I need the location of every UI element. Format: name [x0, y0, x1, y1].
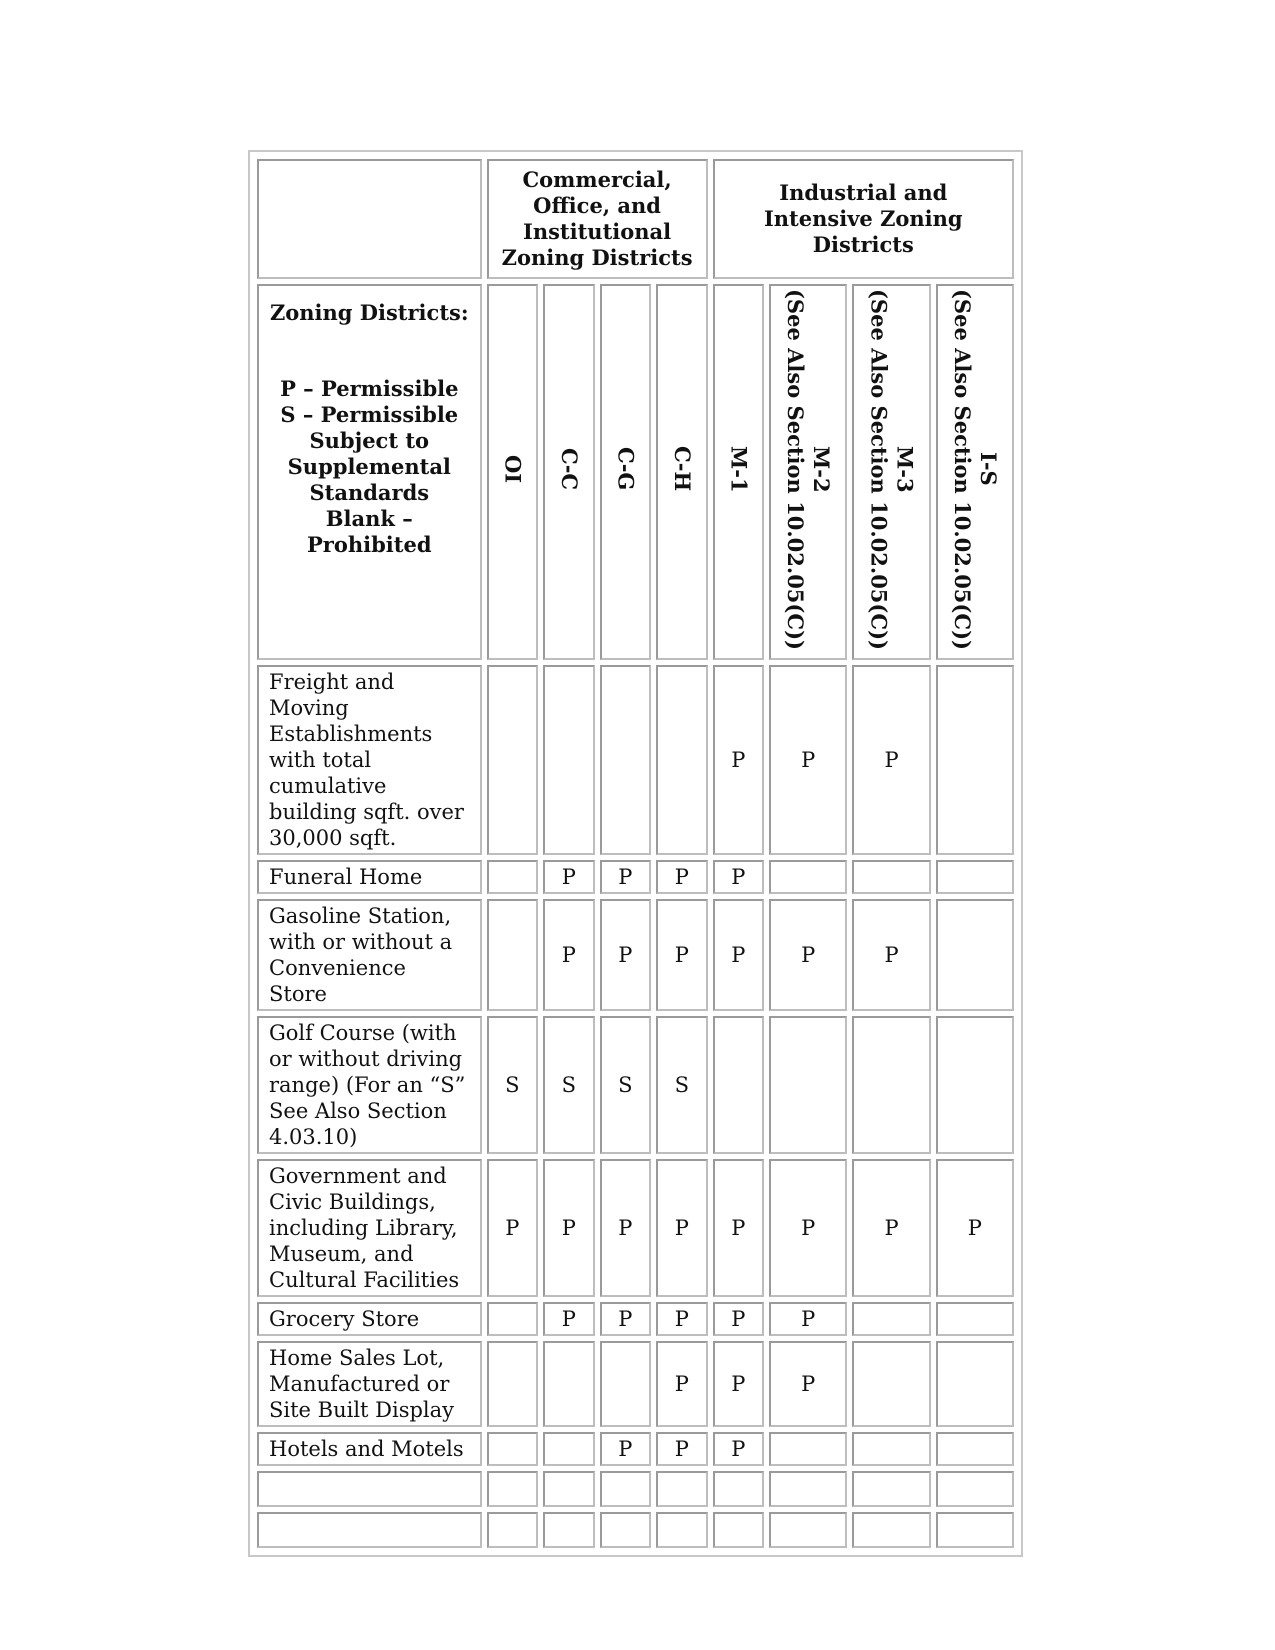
permission-cell: P	[543, 899, 595, 1011]
permission-cell: P	[769, 1302, 847, 1336]
permission-cell: P	[600, 1302, 652, 1336]
district-header-text	[725, 446, 751, 493]
permission-cell	[713, 1512, 765, 1548]
district-code: C-H	[669, 446, 695, 492]
permission-cell	[936, 1432, 1014, 1466]
district-header-text	[782, 289, 834, 650]
permission-cell: P	[936, 1159, 1014, 1297]
permission-cell	[769, 860, 847, 894]
permission-cell	[543, 1512, 595, 1548]
permission-cell: S	[543, 1016, 595, 1154]
district-code: M-3	[892, 445, 918, 493]
legend-line: Supplemental	[287, 454, 451, 479]
blank-corner-cell	[257, 159, 482, 279]
use-name-cell: Grocery Store	[257, 1302, 482, 1336]
permission-cell	[656, 1471, 708, 1507]
table-row	[257, 1016, 1014, 1154]
district-header-text	[556, 448, 582, 490]
district-code: C-G	[613, 447, 639, 491]
permission-cell: P	[487, 1159, 539, 1297]
permission-cell: P	[713, 860, 765, 894]
district-note: (See Also Section 10.02.05(C))	[866, 288, 892, 650]
permission-cell: P	[713, 1159, 765, 1297]
permission-cell	[769, 1432, 847, 1466]
use-name-cell: Funeral Home	[257, 860, 482, 894]
permission-cell: P	[656, 1432, 708, 1466]
permission-cell	[852, 1512, 930, 1548]
permission-cell	[543, 665, 595, 855]
permission-cell	[487, 860, 539, 894]
permission-cell: P	[713, 1302, 765, 1336]
commercial-group-header: Commercial, Office, and Institutional Zoning Districts	[487, 159, 708, 279]
district-column-header	[600, 284, 652, 660]
use-name-cell	[257, 1471, 482, 1507]
district-code: C-C	[556, 447, 582, 491]
district-column-header	[487, 284, 539, 660]
permission-cell: P	[769, 665, 847, 855]
permission-cell	[543, 1432, 595, 1466]
permission-cell: P	[600, 1159, 652, 1297]
permission-cell: P	[852, 665, 930, 855]
permission-cell: P	[769, 1341, 847, 1427]
permission-cell	[600, 1512, 652, 1548]
permission-cell	[852, 860, 930, 894]
district-column-header	[852, 284, 930, 660]
table-row	[257, 1432, 1014, 1466]
legend-cell	[257, 284, 482, 660]
permission-cell: P	[600, 899, 652, 1011]
use-name-cell: Government and Civic Buildings, including Library, Museum, and Cultural Facilities	[257, 1159, 482, 1297]
permission-cell	[936, 1471, 1014, 1507]
permission-cell: P	[543, 1159, 595, 1297]
group-header-row	[257, 159, 1014, 279]
use-name-cell: Gasoline Station, with or without a Convenience Store	[257, 899, 482, 1011]
district-code: M-2	[809, 445, 835, 493]
permission-cell: P	[656, 1159, 708, 1297]
permission-cell	[936, 860, 1014, 894]
permission-cell	[936, 1302, 1014, 1336]
district-header-text	[612, 447, 638, 490]
district-header-text	[669, 446, 695, 491]
permission-cell: P	[600, 1432, 652, 1466]
permission-cell: P	[713, 665, 765, 855]
permission-cell: P	[852, 899, 930, 1011]
permission-cell: P	[769, 1159, 847, 1297]
district-column-header	[656, 284, 708, 660]
zoning-table-frame	[248, 150, 1023, 1557]
district-header-text	[866, 289, 918, 650]
legend-line: S – Permissible	[280, 402, 459, 427]
permission-cell	[936, 665, 1014, 855]
permission-cell	[852, 1302, 930, 1336]
permission-cell: P	[852, 1159, 930, 1297]
permission-cell: P	[769, 899, 847, 1011]
table-row	[257, 665, 1014, 855]
permission-cell: P	[543, 1302, 595, 1336]
use-name-cell: Freight and Moving Establishments with total cumulative building sqft. over 30,000 sqft.	[257, 665, 482, 855]
district-column-header	[713, 284, 765, 660]
use-name-cell: Home Sales Lot, Manufactured or Site Built Display	[257, 1341, 482, 1427]
table-row	[257, 899, 1014, 1011]
district-header-text	[499, 455, 525, 483]
permission-cell	[487, 1512, 539, 1548]
permission-cell	[487, 1471, 539, 1507]
use-name-cell: Golf Course (with or without driving range) (For an “S” See Also Section 4.03.10)	[257, 1016, 482, 1154]
district-column-header	[769, 284, 847, 660]
table-body	[257, 665, 1014, 1548]
permission-cell	[656, 665, 708, 855]
industrial-group-header: Industrial and Intensive Zoning Districts	[713, 159, 1014, 279]
permission-cell	[487, 1302, 539, 1336]
legend-line: Blank – Prohibited	[307, 506, 432, 557]
use-name-cell: Hotels and Motels	[257, 1432, 482, 1466]
permission-cell	[769, 1016, 847, 1154]
permission-cell: P	[656, 1341, 708, 1427]
column-header-row	[257, 284, 1014, 660]
permission-cell: P	[713, 899, 765, 1011]
permission-cell	[600, 1471, 652, 1507]
permission-cell: S	[487, 1016, 539, 1154]
permission-cell	[713, 1471, 765, 1507]
district-code: M-1	[726, 445, 752, 493]
permission-cell	[487, 1341, 539, 1427]
table-row	[257, 860, 1014, 894]
permission-cell	[852, 1432, 930, 1466]
district-column-header	[543, 284, 595, 660]
use-name-cell	[257, 1512, 482, 1548]
permission-cell: P	[713, 1341, 765, 1427]
district-note: (See Also Section 10.02.05(C))	[783, 288, 809, 650]
permission-cell	[936, 899, 1014, 1011]
legend-line: Standards	[309, 480, 430, 505]
permission-cell: P	[713, 1432, 765, 1466]
table-row	[257, 1512, 1014, 1548]
permission-cell	[543, 1471, 595, 1507]
permission-cell	[487, 1432, 539, 1466]
legend-line: Subject to	[309, 428, 430, 453]
table-row	[257, 1159, 1014, 1297]
table-row	[257, 1471, 1014, 1507]
permission-cell	[852, 1471, 930, 1507]
permission-cell: P	[656, 1302, 708, 1336]
table-row	[257, 1341, 1014, 1427]
legend-title: Zoning Districts:	[269, 300, 469, 325]
permission-cell	[936, 1016, 1014, 1154]
district-note: (See Also Section 10.02.05(C))	[949, 288, 975, 650]
permission-cell: P	[656, 899, 708, 1011]
district-code: I-S	[975, 452, 1001, 486]
district-column-header	[936, 284, 1014, 660]
district-code: OI	[500, 454, 526, 484]
permission-cell	[852, 1016, 930, 1154]
permission-cell: S	[656, 1016, 708, 1154]
permission-cell	[852, 1341, 930, 1427]
permission-cell: P	[656, 860, 708, 894]
permission-cell	[656, 1512, 708, 1548]
permission-cell	[543, 1341, 595, 1427]
permission-cell	[600, 665, 652, 855]
district-header-text	[949, 289, 1001, 650]
permission-cell: P	[600, 860, 652, 894]
permission-cell	[487, 665, 539, 855]
permission-cell	[769, 1471, 847, 1507]
permission-cell	[600, 1341, 652, 1427]
permission-cell	[936, 1512, 1014, 1548]
permission-cell	[713, 1016, 765, 1154]
zoning-use-table	[252, 154, 1019, 1553]
permission-cell	[936, 1341, 1014, 1427]
permission-cell: P	[543, 860, 595, 894]
permission-cell	[487, 899, 539, 1011]
table-row	[257, 1302, 1014, 1336]
permission-cell: S	[600, 1016, 652, 1154]
permission-cell	[769, 1512, 847, 1548]
legend-line: P – Permissible	[280, 376, 459, 401]
